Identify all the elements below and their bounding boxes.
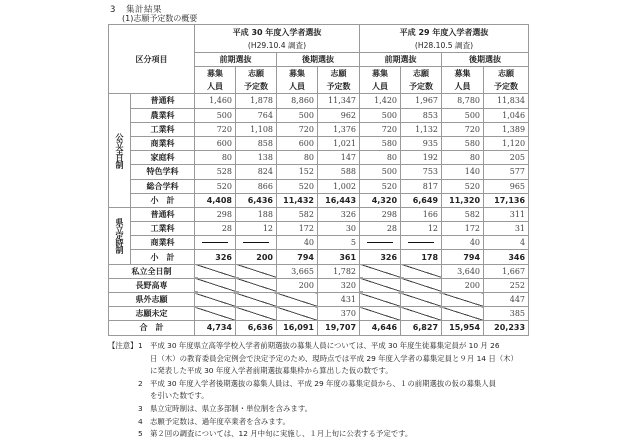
table-row — [109, 179, 529, 193]
total-cell: 16,091 — [277, 321, 318, 335]
value-cell: 720 — [442, 122, 484, 136]
value-cell: 11,834 — [484, 94, 529, 108]
empty-diagonal-cell — [195, 278, 236, 292]
note-number: 2 — [138, 378, 143, 388]
table-row — [109, 207, 529, 221]
table-row — [109, 222, 529, 236]
value-cell: 252 — [484, 278, 529, 292]
applicant-summary-table — [108, 24, 529, 336]
value-cell: 500 — [360, 108, 401, 122]
value-cell: 12 — [401, 222, 442, 236]
value-cell: 580 — [442, 136, 484, 150]
value-cell: 1,878 — [236, 94, 277, 108]
value-cell: 500 — [277, 108, 318, 122]
value-cell: 858 — [236, 136, 277, 150]
value-cell: 140 — [442, 165, 484, 179]
course-name: 農業科 — [131, 108, 195, 122]
column-header: 志願 予定数 — [401, 67, 442, 94]
note-text: を引いた数です。 — [150, 391, 209, 401]
note-text: 日（木）の教育委員会定例会で決定予定のため、現時点では平成 29 年度入学者の募集定員と９月 14 日（木） — [150, 353, 518, 363]
note-spacer — [108, 378, 138, 391]
table-row — [109, 94, 529, 108]
column-header: 志願 予定数 — [236, 67, 277, 94]
subtotal-cell: 17,136 — [484, 193, 529, 207]
empty-diagonal-cell — [236, 264, 277, 278]
note-line — [108, 378, 548, 391]
value-cell: 500 — [360, 165, 401, 179]
course-name: 総合学科 — [131, 179, 195, 193]
value-cell: 31 — [484, 222, 529, 236]
table-row — [109, 136, 529, 150]
value-cell: 200 — [277, 278, 318, 292]
total-cell: 19,707 — [318, 321, 360, 335]
empty-diagonal-cell — [401, 278, 442, 292]
empty-diagonal-cell — [442, 307, 484, 321]
empty-diagonal-cell — [277, 293, 318, 307]
row-label: 私立全日制 — [109, 264, 195, 278]
value-cell: 580 — [360, 136, 401, 150]
total-cell: 20,233 — [484, 321, 529, 335]
value-cell: 40 — [442, 236, 484, 250]
subsection-title: (1)志願予定数の概要 — [122, 14, 198, 23]
empty-diagonal-cell — [236, 293, 277, 307]
note-line — [108, 353, 548, 366]
value-cell: 962 — [318, 108, 360, 122]
survey-date-h29: (H28.10.5 調査) — [360, 39, 529, 53]
value-cell — [236, 236, 277, 250]
empty-diagonal-cell — [401, 264, 442, 278]
subtotal-cell: 346 — [484, 250, 529, 264]
total-row-body — [109, 321, 529, 335]
total-cell: 4,646 — [360, 321, 401, 335]
value-cell: 1,389 — [484, 122, 529, 136]
total-label: 合 計 — [109, 321, 195, 335]
value-cell: 80 — [442, 151, 484, 165]
value-cell: 520 — [442, 179, 484, 193]
table-row — [109, 122, 529, 136]
value-cell: 1,376 — [318, 122, 360, 136]
value-cell: 166 — [401, 207, 442, 221]
note-line — [108, 403, 548, 416]
value-cell: 965 — [484, 179, 529, 193]
value-cell — [195, 236, 236, 250]
value-cell: 326 — [318, 207, 360, 221]
note-text: 県立定時制は、県立多部制・単位制を含みます。 — [150, 403, 313, 413]
value-cell: 582 — [277, 207, 318, 221]
value-cell: 520 — [360, 179, 401, 193]
row-label: 志願未定 — [109, 307, 195, 321]
value-cell: 188 — [236, 207, 277, 221]
value-cell: 720 — [360, 122, 401, 136]
survey-date-h30: (H29.10.4 調査) — [195, 39, 360, 53]
value-cell: 764 — [236, 108, 277, 122]
total-cell: 6,636 — [236, 321, 277, 335]
value-cell: 500 — [195, 108, 236, 122]
empty-diagonal-cell — [277, 307, 318, 321]
subtotal-cell: 4,408 — [195, 193, 236, 207]
value-cell: 11,347 — [318, 94, 360, 108]
column-header: 志願 予定数 — [318, 67, 360, 94]
value-cell: 147 — [318, 151, 360, 165]
value-cell — [401, 236, 442, 250]
subtotal-row — [109, 250, 529, 264]
value-cell: 853 — [401, 108, 442, 122]
subtotal-cell: 16,443 — [318, 193, 360, 207]
value-cell: 320 — [318, 278, 360, 292]
value-cell: 138 — [236, 151, 277, 165]
table-row — [109, 293, 529, 307]
empty-diagonal-cell — [360, 307, 401, 321]
subtotal-cell: 200 — [236, 250, 277, 264]
note-number: 4 — [138, 416, 143, 426]
value-cell: 5 — [318, 236, 360, 250]
note-line — [108, 390, 548, 403]
table-row — [109, 236, 529, 250]
value-cell: 8,780 — [442, 94, 484, 108]
note-line — [108, 428, 548, 441]
note-spacer — [108, 428, 138, 441]
subtotal-cell: 4,320 — [360, 193, 401, 207]
phase-header: 後期選抜 — [277, 53, 360, 67]
note-text: 平成 30 年度県立高等学校入学者前期選抜の募集人員については、平成 30 年度生徒募集定員が 10 月 26 — [150, 341, 500, 350]
subtotal-cell: 6,649 — [401, 193, 442, 207]
column-header: 募集 人員 — [442, 67, 484, 94]
value-cell: 720 — [277, 122, 318, 136]
table-row — [109, 264, 529, 278]
value-cell: 3,665 — [277, 264, 318, 278]
course-name: 工業科 — [131, 122, 195, 136]
year-header-h29: 平成 29 年度入学者選抜 — [360, 25, 529, 40]
table-row — [109, 278, 529, 292]
empty-diagonal-cell — [236, 307, 277, 321]
value-cell: 30 — [318, 222, 360, 236]
value-cell: 1,120 — [484, 136, 529, 150]
value-cell: 200 — [442, 278, 484, 292]
subtotal-cell: 178 — [401, 250, 442, 264]
no-data-dash — [408, 242, 434, 243]
subtotal-label: 小 計 — [131, 193, 195, 207]
section-title-text: 集計結果 — [126, 5, 163, 15]
value-cell: 28 — [360, 222, 401, 236]
column-header: 募集 人員 — [277, 67, 318, 94]
note-text: 平成 30 年度入学者後期選抜の募集人員は、平成 29 年度の募集定員から、１の前期選抜の仮の募集人員 — [150, 378, 497, 388]
subtotal-cell: 326 — [360, 250, 401, 264]
course-name: 特色学科 — [131, 165, 195, 179]
value-cell: 80 — [277, 151, 318, 165]
value-cell: 385 — [484, 307, 529, 321]
column-header: 募集 人員 — [195, 67, 236, 94]
note-line — [108, 365, 548, 378]
value-cell: 172 — [277, 222, 318, 236]
table-row — [109, 151, 529, 165]
value-cell: 1,967 — [401, 94, 442, 108]
value-cell: 192 — [401, 151, 442, 165]
course-name: 普通科 — [131, 94, 195, 108]
value-cell: 40 — [277, 236, 318, 250]
note-number: 1 — [138, 341, 143, 350]
subtotal-label: 小 計 — [131, 250, 195, 264]
empty-diagonal-cell — [360, 278, 401, 292]
course-name: 工業科 — [131, 222, 195, 236]
total-cell: 15,954 — [442, 321, 484, 335]
value-cell: 577 — [484, 165, 529, 179]
value-cell: 528 — [195, 165, 236, 179]
value-cell: 28 — [195, 222, 236, 236]
value-cell: 1,108 — [236, 122, 277, 136]
empty-diagonal-cell — [195, 307, 236, 321]
course-name: 商業科 — [131, 236, 195, 250]
row-label: 県外志願 — [109, 293, 195, 307]
column-header: 志願 予定数 — [484, 67, 529, 94]
value-cell: 935 — [401, 136, 442, 150]
value-cell: 1,667 — [484, 264, 529, 278]
empty-diagonal-cell — [195, 293, 236, 307]
subtotal-row — [109, 193, 529, 207]
value-cell: 1,420 — [360, 94, 401, 108]
empty-diagonal-cell — [401, 307, 442, 321]
value-cell: 824 — [236, 165, 277, 179]
value-cell: 172 — [442, 222, 484, 236]
note-text: 第２回の調査については、12 月中旬に実施し、１月上旬に公表する予定です。 — [150, 429, 413, 439]
value-cell: 1,002 — [318, 179, 360, 193]
note-text: に発表した平成 30 年度入学者前期選抜募集枠から算出した仮の数です。 — [150, 366, 393, 376]
group-label: 県立定時制 — [109, 207, 131, 264]
value-cell: 1,460 — [195, 94, 236, 108]
course-name: 普通科 — [131, 207, 195, 221]
note-number: 3 — [138, 403, 143, 413]
total-row — [109, 321, 529, 335]
value-cell: 1,132 — [401, 122, 442, 136]
empty-diagonal-cell — [236, 278, 277, 292]
group-public-fulltime — [109, 94, 529, 208]
value-cell: 600 — [195, 136, 236, 150]
note-line — [108, 340, 548, 353]
value-cell: 311 — [484, 207, 529, 221]
other-rows — [109, 264, 529, 321]
phase-header: 前期選抜 — [360, 53, 442, 67]
table-row — [109, 108, 529, 122]
value-cell: 1,046 — [484, 108, 529, 122]
empty-diagonal-cell — [360, 264, 401, 278]
value-cell: 4 — [484, 236, 529, 250]
subtotal-cell: 6,436 — [236, 193, 277, 207]
value-cell: 12 — [236, 222, 277, 236]
empty-diagonal-cell — [195, 264, 236, 278]
value-cell: 447 — [484, 293, 529, 307]
phase-header: 前期選抜 — [195, 53, 277, 67]
group-prefectural-parttime — [109, 207, 529, 264]
value-cell: 753 — [401, 165, 442, 179]
value-cell: 520 — [277, 179, 318, 193]
no-data-dash — [243, 242, 269, 243]
phase-header: 後期選抜 — [442, 53, 529, 67]
value-cell: 582 — [442, 207, 484, 221]
no-data-dash — [367, 242, 393, 243]
value-cell: 1,782 — [318, 264, 360, 278]
section-number: 3 — [110, 5, 116, 15]
value-cell: 298 — [195, 207, 236, 221]
subtotal-cell: 794 — [277, 250, 318, 264]
table-row — [109, 165, 529, 179]
value-cell: 600 — [277, 136, 318, 150]
value-cell — [360, 236, 401, 250]
total-cell: 6,827 — [401, 321, 442, 335]
column-header: 募集 人員 — [360, 67, 401, 94]
value-cell: 588 — [318, 165, 360, 179]
course-name: 家庭科 — [131, 151, 195, 165]
corner-label: 区分項目 — [109, 25, 195, 94]
note-text: 志願予定数は、過年度卒業者を含みます。 — [150, 416, 290, 426]
no-data-dash — [202, 242, 228, 243]
value-cell: 80 — [360, 151, 401, 165]
note-spacer — [108, 416, 138, 429]
value-cell: 370 — [318, 307, 360, 321]
value-cell: 817 — [401, 179, 442, 193]
course-name: 商業科 — [131, 136, 195, 150]
value-cell: 1,021 — [318, 136, 360, 150]
group-label: 公立全日制 — [109, 94, 131, 208]
empty-diagonal-cell — [442, 293, 484, 307]
notes-heading: 【注意】 — [108, 341, 138, 350]
value-cell: 152 — [277, 165, 318, 179]
value-cell: 720 — [195, 122, 236, 136]
value-cell: 298 — [360, 207, 401, 221]
year-header-h30: 平成 30 年度入学者選抜 — [195, 25, 360, 40]
subtotal-cell: 361 — [318, 250, 360, 264]
subtotal-cell: 11,432 — [277, 193, 318, 207]
subtotal-cell: 794 — [442, 250, 484, 264]
value-cell: 431 — [318, 293, 360, 307]
value-cell: 500 — [442, 108, 484, 122]
subtotal-cell: 326 — [195, 250, 236, 264]
value-cell: 205 — [484, 151, 529, 165]
total-cell: 4,734 — [195, 321, 236, 335]
value-cell: 8,860 — [277, 94, 318, 108]
row-label: 長野高専 — [109, 278, 195, 292]
value-cell: 80 — [195, 151, 236, 165]
note-spacer — [108, 403, 138, 416]
subtotal-cell: 11,320 — [442, 193, 484, 207]
table-row — [109, 307, 529, 321]
note-line — [108, 416, 548, 429]
empty-diagonal-cell — [360, 293, 401, 307]
empty-diagonal-cell — [401, 293, 442, 307]
value-cell: 520 — [195, 179, 236, 193]
note-number: 5 — [138, 429, 143, 439]
value-cell: 866 — [236, 179, 277, 193]
value-cell: 3,640 — [442, 264, 484, 278]
